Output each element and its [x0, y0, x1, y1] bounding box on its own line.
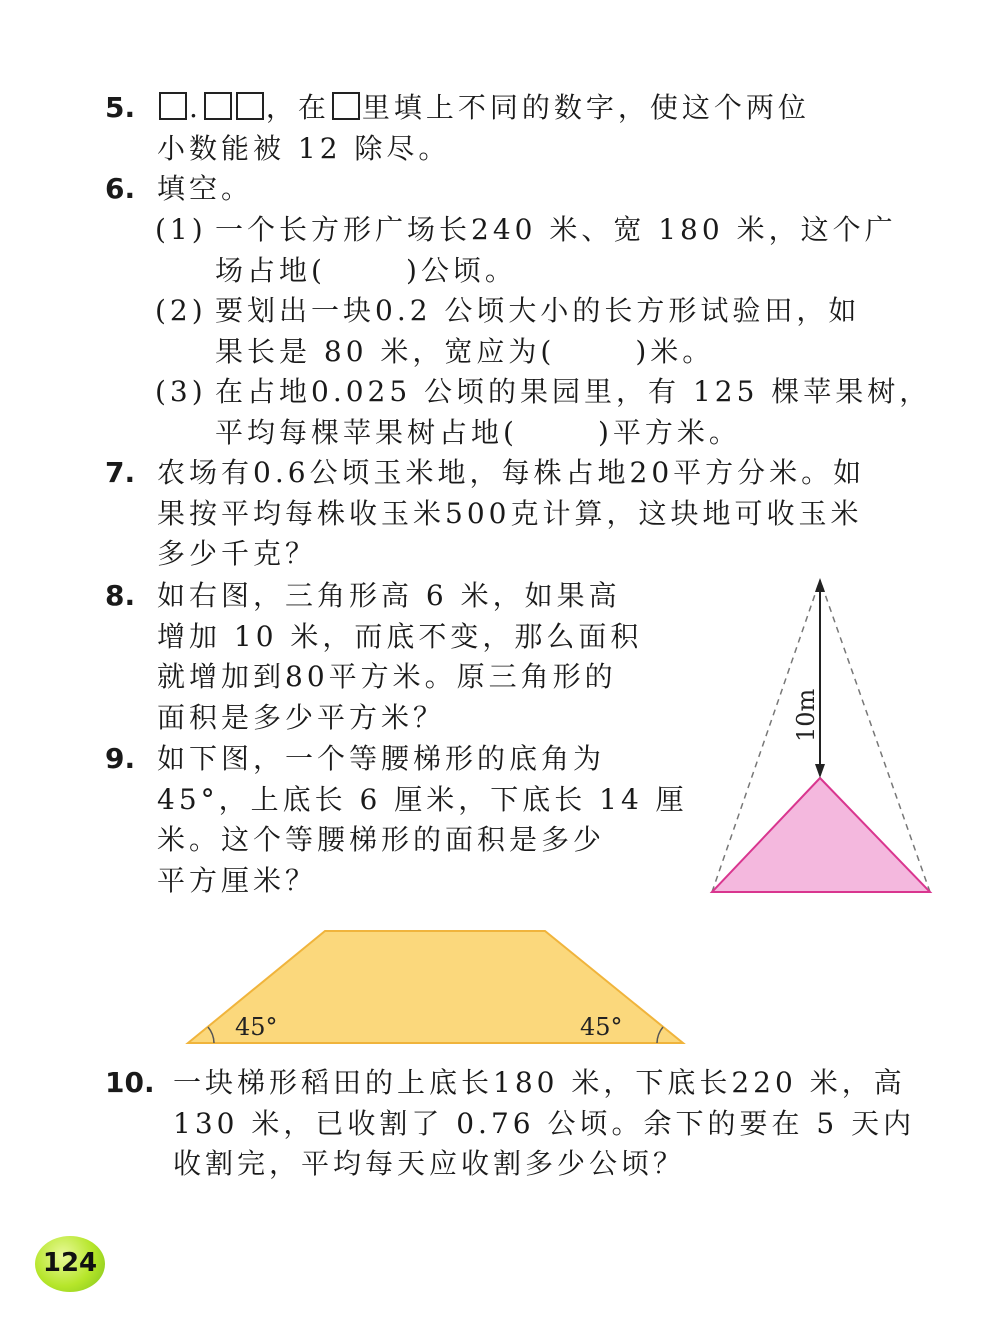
question-number: 5.: [105, 91, 136, 124]
trapezoid-figure: [180, 925, 690, 1050]
arrow-head-up: [815, 578, 825, 592]
arrow-head-down: [815, 764, 825, 778]
digit-box-example: [332, 92, 360, 120]
question-number: 8.: [105, 579, 136, 612]
triangle-figure: [700, 570, 960, 910]
question-6-part-2: (2) 要划出一块0.2 公顷大小的长方形试验田，如 果长是 80 米，宽应为( )米。: [155, 294, 861, 368]
question-7: 7. 农场有0.6公顷玉米地，每株占地20平方分米。如 果按平均每株收玉米500克计算，这块地可收玉米 多少千克？: [105, 453, 865, 575]
question-5: 5. . ，在 里填上不同的数字，使这个两位 小数能被 12 除尽。: [105, 88, 810, 169]
question-6: 6. 填空。: [105, 169, 253, 210]
digit-box[interactable]: [159, 92, 187, 120]
digit-box[interactable]: [204, 92, 232, 120]
page-number-badge: [35, 1236, 105, 1292]
question-6-part-1: (1) 一个长方形广场长240 米、宽 180 米，这个广 场占地( )公顷。: [155, 213, 897, 287]
question-number: 7.: [105, 456, 136, 489]
question-10: 10. 一块梯形稻田的上底长180 米，下底长220 米，高 130 米，已收割了 0.76 公顷。余下的要在 5 天内 收割完，平均每天应收割多少公顷？: [105, 1063, 915, 1185]
question-number: 10.: [105, 1066, 155, 1099]
question-6-part-3: (3) 在占地0.025 公顷的果园里，有 125 棵苹果树， 平均每棵苹果树占地( )平方米。: [155, 375, 932, 449]
question-number: 6.: [105, 172, 136, 205]
right-angle-label: 45°: [580, 1013, 623, 1041]
question-9: 9. 如下图，一个等腰梯形的底角为 45°，上底长 6 厘米，下底长 14 厘 米。这个等腰梯形的面积是多少 平方厘米？: [105, 739, 688, 901]
question-number: 9.: [105, 742, 136, 775]
height-label: 10m: [792, 688, 820, 742]
question-8: 8. 如右图，三角形高 6 米，如果高 增加 10 米，而底不变，那么面积 就增加到80平方米。原三角形的 面积是多少平方米？: [105, 576, 642, 738]
left-angle-label: 45°: [235, 1013, 278, 1041]
digit-box[interactable]: [236, 92, 264, 120]
page-number: 124: [42, 1248, 98, 1278]
pink-triangle: [712, 778, 930, 892]
